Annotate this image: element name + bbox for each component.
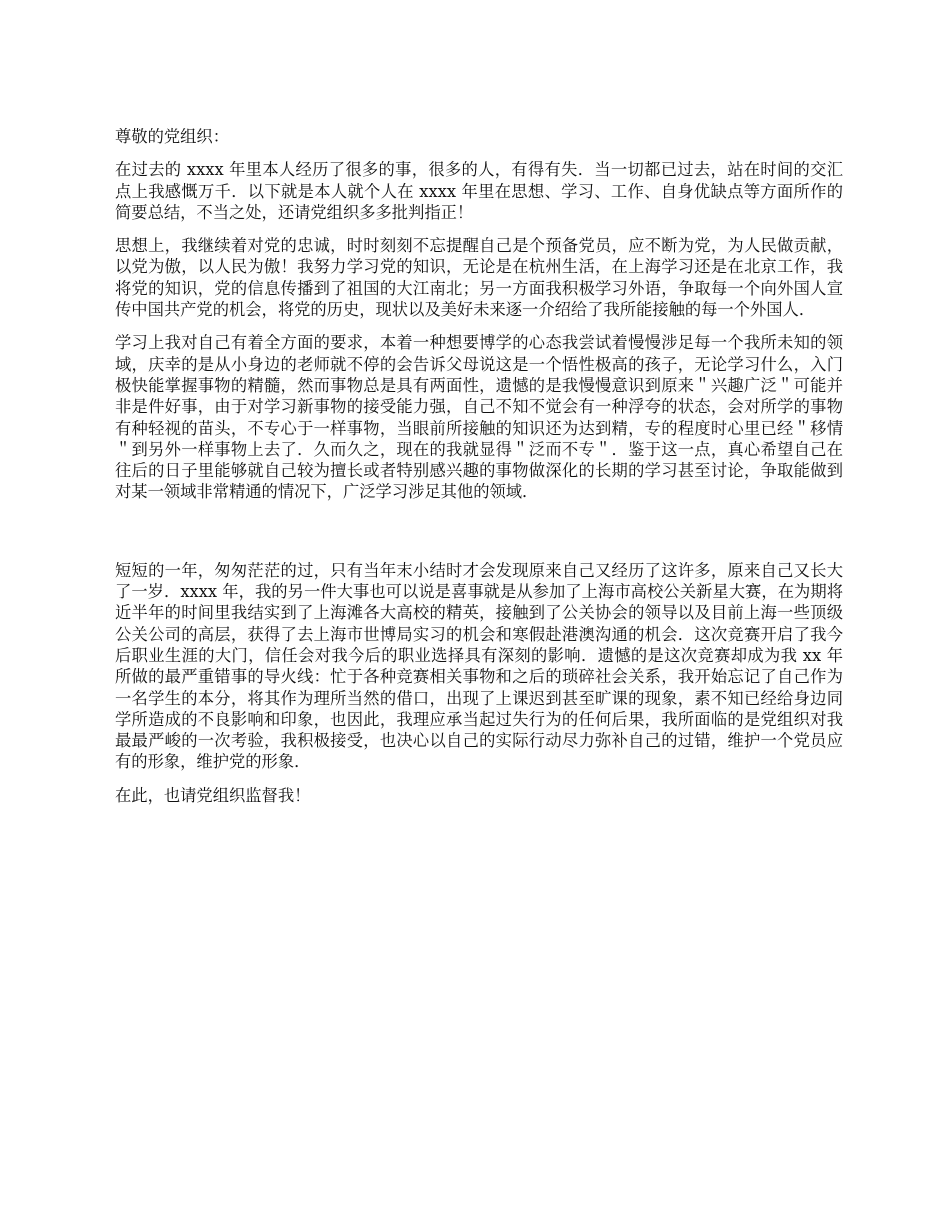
document-body: [115, 126, 843, 806]
paragraph-study: 学习上我对自己有着全方面的要求，本着一种想要博学的心态我尝试着慢慢涉足每一个我所未知的领域，庆幸的是从小身边的老师就不停的会告诉父母说这是一个悟性极高的孩子，无论学习什么，入门极快能掌握事物的精髓，然而事物总是具有两面性，遗憾的是我慢慢意识到原来＂兴趣广泛＂可能并非是件好事，由于对学习新事物的接受能力强，自己不知不觉会有一种浮夸的状态，会对所学的事物有种轻视的苗头，不专心于一样事物，当眼前所接触的知识还为达到精，专的程度时心里已经＂移情＂到另外一样事物上去了．久而久之，现在的我就显得＂泛而不专＂．鉴于这一点，真心希望自己在往后的日子里能够就自己较为擅长或者特别感兴趣的事物做深化的长期的学习甚至讨论，争取能做到对某一领域非常精通的情况下，广泛学习涉足其他的领域．: [115, 333, 843, 502]
salutation: 尊敬的党组织：: [115, 127, 229, 146]
paragraph-summary-intro: 在过去的 xxxx 年里本人经历了很多的事，很多的人，有得有失．当一切都已过去，站在时间的交汇点上我感慨万千．以下就是本人就个人在 xxxx 年里在思想、学习、工作、自身优缺点等方面所作的简要总结，不当之处，还请党组织多多批判指正！: [115, 160, 843, 222]
paragraph-work-reflection: 短短的一年，匆匆茫茫的过，只有当年末小结时才会发现原来自己又经历了这许多，原来自己又长大了一岁．xxxx 年，我的另一件大事也可以说是喜事就是从参加了上海市高校公关新星大赛，在为期将近半年的时间里我结实到了上海滩各大高校的精英，接触到了公关协会的领导以及目前上海一些顶级公关公司的高层，获得了去上海市世博局实习的机会和寒假赴港澳沟通的机会．这次竞赛开启了我今后职业生涯的大门，信任会对我今后的职业选择具有深刻的影响．遗憾的是这次竞赛却成为我 xx 年所做的最严重错事的导火线：忙于各种竞赛相关事物和之后的琐碎社会关系，我开始忘记了自己作为一名学生的本分，将其作为理所当然的借口，出现了上课迟到甚至旷课的现象，素不知已经给身边同学所造成的不良影响和印象，也因此，我理应承当起过失行为的任何后果，我所面临的是党组织对我最最严峻的一次考验，我积极接受，也决心以自己的实际行动尽力弥补自己的过错，维护一个党员应有的形象，维护党的形象．: [115, 560, 843, 772]
closing-line: 在此，也请党组织监督我！: [115, 785, 311, 805]
paragraph-gap: [115, 515, 843, 560]
paragraph-ideology: 思想上，我继续着对党的忠诚，时时刻刻不忘提醒自己是个预备党员，应不断为党，为人民做贡献，以党为傲，以人民为傲！我努力学习党的知识，无论是在杭州生活，在上海学习还是在北京工作，我将党的知识，党的信息传播到了祖国的大江南北；另一方面我积极学习外语，争取每一个向外国人宣传中国共产党的机会，将党的历史，现状以及美好未来逐一介绍给了我所能接触的每一个外国人．: [115, 236, 843, 320]
